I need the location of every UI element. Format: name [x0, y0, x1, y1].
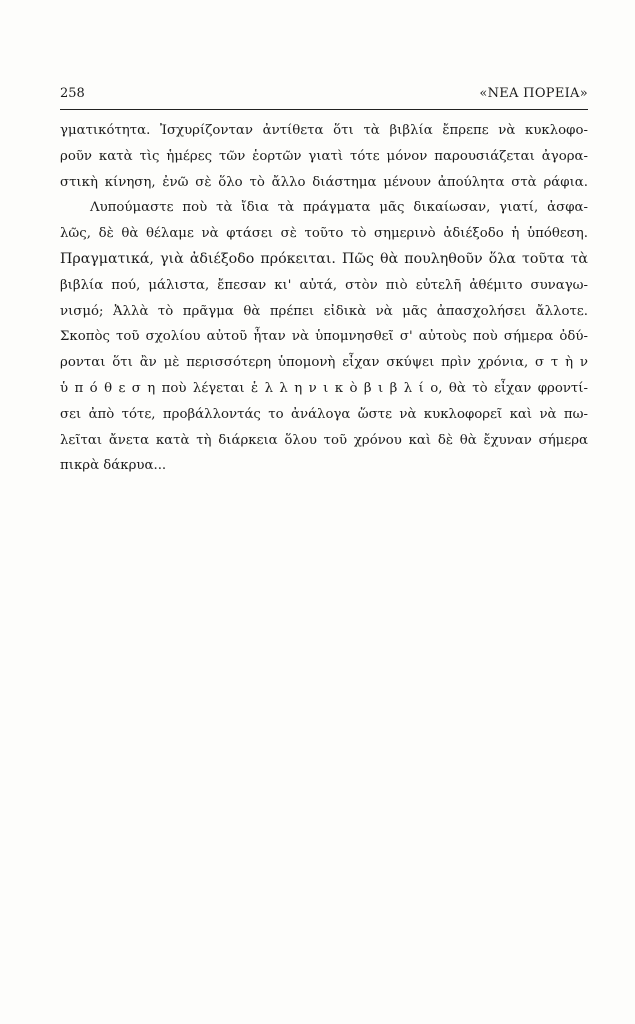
header-rule — [60, 109, 588, 110]
running-head — [60, 86, 588, 106]
text-line: βιβλία πού, μάλιστα, ἔπεσαν κι' αὐτά, στὸν πιὸ εὐτελῆ ἀθέμιτο συναγω- — [60, 277, 588, 293]
journal-title: «ΝΕΑ ΠΟΡΕΙΑ» — [479, 86, 588, 101]
text-line: Λυπούμαστε ποὺ τὰ ἴδια τὰ πράγματα μᾶς δικαίωσαν, γιατί, ἀσφα- — [90, 200, 588, 216]
text-line: στικὴ κίνηση, ἐνῶ σὲ ὅλο τὸ ἄλλο διάστημα μένουν ἀπούλητα στὰ ράφια. — [60, 174, 588, 190]
text-line: Σκοπὸς τοῦ σχολίου αὐτοῦ ἦταν νὰ ὑπομνησθεῖ σ' αὐτοὺς ποὺ σήμερα ὀδύ- — [60, 329, 588, 345]
text-line: ὑ π ό θ ε σ η ποὺ λέγεται ἑ λ λ η ν ι κ ὸ β ι β λ ί ο, θὰ τὸ εἶχαν φροντί- — [60, 380, 588, 396]
text-line: λεῖται ἄνετα κατὰ τὴ διάρκεια ὅλου τοῦ χρόνου καὶ δὲ θὰ ἔχυναν σήμερα — [60, 432, 588, 448]
text-line: πικρὰ δάκρυα... — [60, 458, 167, 474]
text-line: Πραγματικά, γιὰ ἀδιέξοδο πρόκειται. Πῶς θὰ πουληθοῦν ὅλα τοῦτα τὰ — [60, 250, 588, 267]
text-line: ρονται ὅτι ἂν μὲ περισσότερη ὑπομονὴ εἶχαν σκύψει πρὶν χρόνια, σ τ ὴ ν — [60, 355, 588, 371]
text-line: λῶς, δὲ θὰ θέλαμε νὰ φτάσει σὲ τοῦτο τὸ σημερινὸ ἀδιέξοδο ἡ ὑπόθεση. — [60, 226, 588, 242]
body-text — [60, 118, 588, 479]
text-line: νισμό; Ἀλλὰ τὸ πρᾶγμα θὰ πρέπει εἰδικὰ νὰ μᾶς ἀπασχολήσει ἄλλοτε. — [60, 303, 588, 319]
text-line: σει ἀπὸ τότε, προβάλλοντάς το ἀνάλογα ὥστε νὰ κυκλοφορεῖ καὶ νὰ πω- — [60, 406, 588, 422]
text-line: ροῦν κατὰ τὶς ἡμέρες τῶν ἑορτῶν γιατὶ τότε μόνον παρουσιάζεται ἀγορα- — [60, 148, 588, 164]
text-line: γματικότητα. Ἰσχυρίζονταν ἀντίθετα ὅτι τὰ βιβλία ἔπρεπε νὰ κυκλοφο- — [60, 123, 588, 138]
page-number: 258 — [60, 86, 85, 101]
